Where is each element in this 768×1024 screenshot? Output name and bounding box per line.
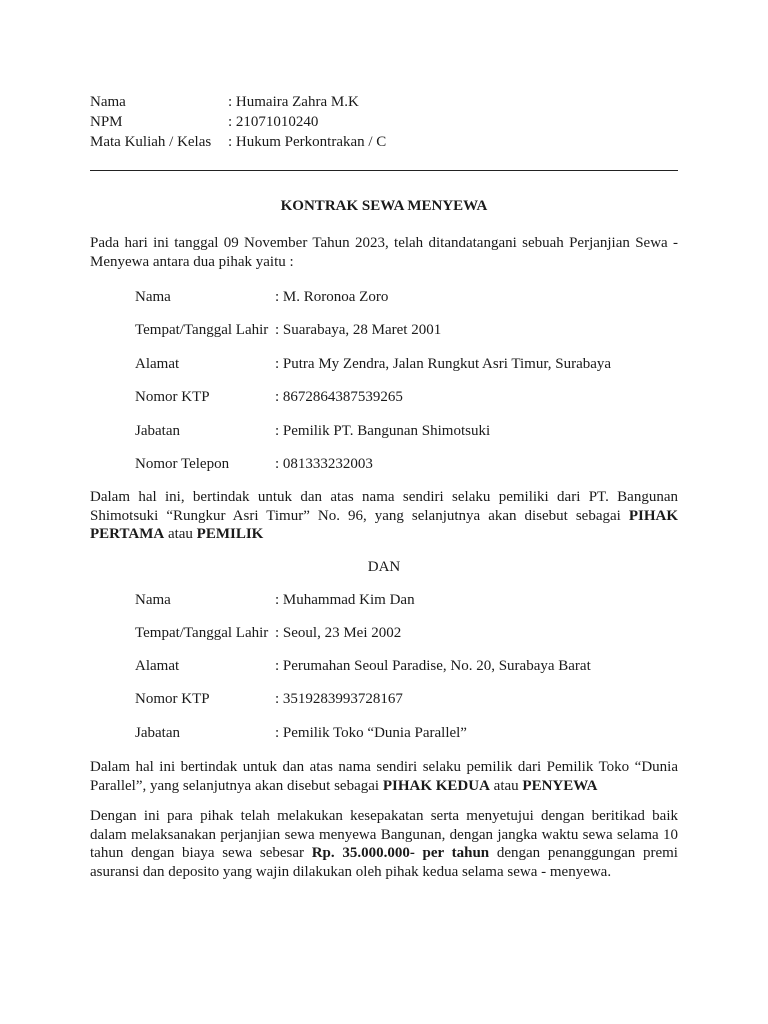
field-value: : 3519283993728167: [275, 691, 403, 707]
field-value: : Seoul, 23 Mei 2002: [275, 625, 402, 641]
party1-statement-connector: atau: [164, 526, 197, 542]
field-label: Nomor KTP: [135, 389, 210, 405]
header-nama-value: : Humaira Zahra M.K: [228, 94, 359, 110]
header-kelas-value: : Hukum Perkontrakan / C: [228, 134, 387, 150]
field-value: : 8672864387539265: [275, 389, 403, 405]
header-divider: [90, 170, 678, 171]
party1-field-nama: [135, 287, 388, 307]
party2-role-primary: PIHAK KEDUA: [382, 777, 490, 794]
separator-dan: DAN: [367, 559, 401, 575]
field-value: : Pemilik PT. Bangunan Shimotsuki: [275, 423, 491, 439]
party1-statement-text: Dalam hal ini, bertindak untuk dan atas nama sendiri selaku pemiliki dari PT. Bangunan Shimotsuki “Rungkur Asri Timur” No. 96, yang selanjutnya akan disebut sebagai: [90, 489, 678, 524]
party1-field-telepon: [135, 454, 373, 474]
field-value: : Suarabaya, 28 Maret 2001: [275, 322, 442, 338]
agreement-text-part2: dengan penanggungan premi asuransi dan deposito yang wajin dilakukan oleh pihak kedua selama sewa - menyewa.: [90, 845, 678, 880]
party1-field-alamat: [135, 354, 611, 374]
party2-field-jabatan: [135, 723, 467, 743]
field-label: Tempat/Tanggal Lahir: [135, 322, 269, 338]
field-label: Alamat: [135, 658, 180, 674]
party1-field-ktp: [135, 387, 403, 407]
party2-field-nama: [135, 590, 415, 610]
party2-field-alamat: [135, 656, 591, 676]
rental-price: Rp. 35.000.000- per tahun: [311, 845, 490, 861]
header-kelas: [90, 132, 386, 152]
party2-statement-connector: atau: [489, 777, 523, 794]
header-nama-label: Nama: [90, 94, 126, 110]
agreement-paragraph: [90, 807, 678, 881]
party1-field-jabatan: [135, 421, 490, 441]
party1-role-secondary: PEMILIK: [196, 526, 264, 542]
header-npm: [90, 112, 318, 132]
field-label: Nama: [135, 592, 171, 608]
field-value: : 081333232003: [275, 456, 373, 472]
party2-field-ttl: [135, 623, 401, 643]
field-label: Jabatan: [135, 423, 180, 439]
field-label: Jabatan: [135, 725, 180, 741]
party1-role-primary: PIHAK PERTAMA: [90, 507, 678, 542]
field-value: : M. Roronoa Zoro: [275, 289, 389, 305]
field-value: : Muhammad Kim Dan: [275, 592, 415, 608]
party1-statement: [90, 488, 678, 544]
field-value: : Pemilik Toko “Dunia Parallel”: [275, 725, 467, 741]
header-kelas-label: Mata Kuliah / Kelas: [90, 134, 212, 150]
party2-field-ktp: [135, 689, 403, 709]
agreement-text-part1: Dengan ini para pihak telah melakukan kesepakatan serta menyetujui dengan beritikad baik dalam melaksanakan perjanjian sewa menyewa Bangunan, dengan jangka waktu sewa selama 10 tahun dengan biaya sewa sebesar: [90, 808, 678, 861]
header-nama: [90, 92, 359, 112]
party1-field-ttl: [135, 320, 441, 340]
party2-statement: [90, 758, 678, 795]
header-npm-label: NPM: [90, 114, 123, 130]
field-value: : Perumahan Seoul Paradise, No. 20, Surabaya Barat: [275, 658, 591, 674]
party2-statement-text: Dalam hal ini bertindak untuk dan atas nama sendiri selaku pemilik dari Pemilik Toko “Dunia Parallel”, yang selanjutnya akan disebut sebagai: [90, 759, 678, 794]
party2-role-secondary: PENYEWA: [522, 777, 598, 794]
field-label: Nomor Telepon: [135, 456, 230, 472]
header-npm-value: : 21071010240: [228, 114, 319, 130]
field-label: Nomor KTP: [135, 691, 210, 707]
document-title: KONTRAK SEWA MENYEWA: [280, 198, 488, 214]
field-label: Alamat: [135, 356, 180, 372]
field-label: Nama: [135, 289, 171, 305]
field-value: : Putra My Zendra, Jalan Rungkut Asri Timur, Surabaya: [275, 356, 612, 372]
field-label: Tempat/Tanggal Lahir: [135, 625, 269, 641]
intro-paragraph: Pada hari ini tanggal 09 November Tahun 2023, telah ditandatangani sebuah Perjanjian Sewa - Menyewa antara dua pihak yaitu :: [90, 235, 678, 270]
